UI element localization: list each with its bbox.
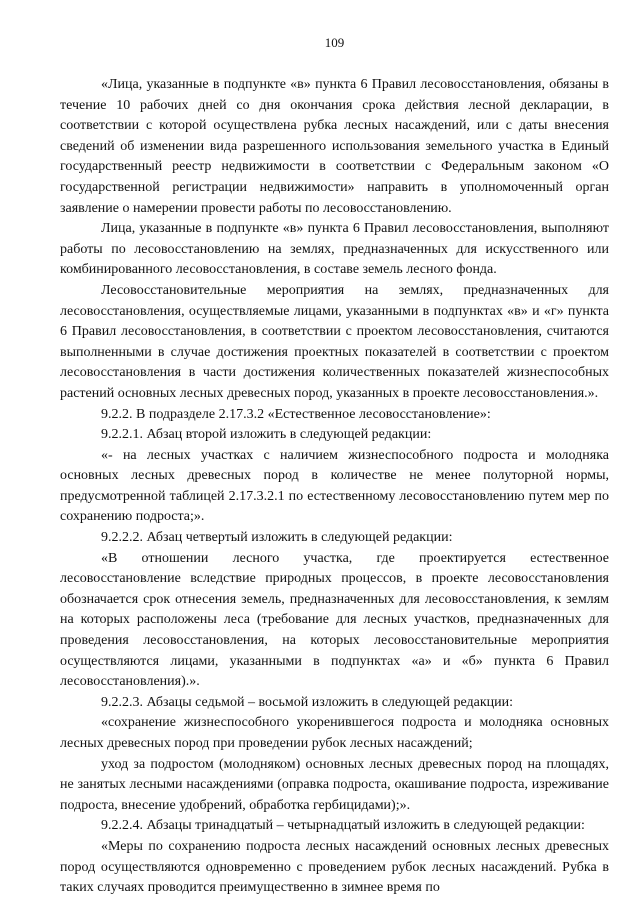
paragraph: Лица, указанные в подпункте «в» пункта 6 Правил лесовосстановления, выполняют работы по лесовосстановлению на землях, предназначенных для искусственного или комбинированного лесовосстановления, в составе земель лесного фонда.: [60, 221, 609, 278]
paragraph: «Лица, указанные в подпункте «в» пункта 6 Правил лесовосстановления, обязаны в течение 10 рабочих дней со дня окончания срока действия лесной декларации, в соответствии с которой осуществлена рубка лесных насаждений, или с даты внесения сведений об изменении вида разрешенного использования земельного участка в Единый государственный реестр недвижимости в соответствии с Федеральным законом «О государственной регистрации недвижимости» направить в уполномоченный орган заявление о намерении провести работы по лесовосстановлению.: [60, 77, 609, 216]
document-body: [60, 75, 609, 899]
paragraph: «Меры по сохранению подроста лесных насаждений основных лесных древесных пород осуществляются одновременно с проведением рубок лесных насаждений. Рубка в таких случаях проводится преимущественно в зимнее время по: [60, 838, 609, 896]
paragraph: 9.2.2.1. Абзац второй изложить в следующей редакции:: [101, 427, 432, 443]
paragraph: Лесовосстановительные мероприятия на землях, предназначенных для лесовосстановления, осуществляемые лицами, указанными в подпунктах «в» и «г» пункта 6 Правил лесовосстановления, в соответствии с проектом лесовосстановления, считаются выполненными в случае достижения проектных показателей в соответствии с проектом лесовосстановления в части достижения количественных показателей жизнеспособных растений основных лесных древесных пород, указанных в проекте лесовосстановления.».: [60, 282, 609, 401]
page-number: 109: [324, 35, 345, 50]
paragraph: «сохранение жизнеспособного укоренившегося подроста и молодняка основных лесных древесных пород при проведении рубок лесных насаждений;: [60, 715, 609, 751]
paragraph: 9.2.2. В подразделе 2.17.3.2 «Естественное лесовосстановление»:: [101, 406, 491, 422]
paragraph: «- на лесных участках с наличием жизнеспособного подроста и молодняка основных лесных древесных пород в количестве не менее полуторной нормы, предусмотренной таблицей 2.17.3.2.1 по естественному лесовосстановлению путем мер по сохранению подроста;».: [60, 447, 609, 525]
paragraph: 9.2.2.4. Абзацы тринадцатый – четырнадцатый изложить в следующей редакции:: [101, 818, 585, 834]
paragraph: уход за подростом (молодняком) основных лесных древесных пород на площадях, не занятых лесными насаждениями (оправка подроста, окашивание подроста, изреживание подроста, внесение удобрений, обработка гербицидами);».: [60, 756, 609, 813]
document-page: [60, 0, 609, 905]
paragraph: «В отношении лесного участка, где проектируется естественное лесовосстановление вследствие природных процессов, в проекте лесовосстановления обозначается срок отнесения земель, предназначенных для лесовосстановления, к землям на которых расположены леса (требование для лесных участков, предназначенных для проведения лесовосстановления, на которых лесовосстановительные мероприятия осуществляются лицами, указанными в подпунктах «а» и «б» пункта 6 Правил лесовосстановления).».: [60, 550, 609, 690]
paragraph: 9.2.2.2. Абзац четвертый изложить в следующей редакции:: [101, 530, 453, 546]
paragraph: 9.2.2.3. Абзацы седьмой – восьмой изложить в следующей редакции:: [101, 694, 514, 710]
